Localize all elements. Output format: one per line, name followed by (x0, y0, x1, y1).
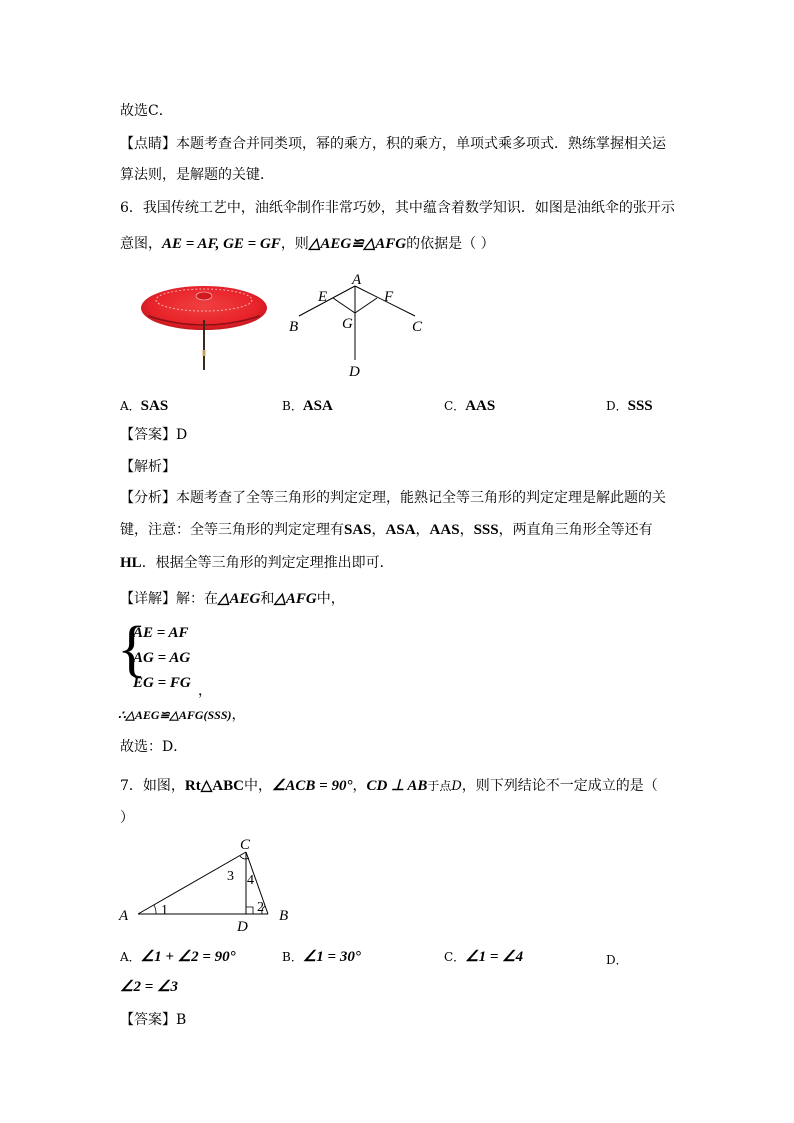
fenxi-aas: AAS (429, 522, 460, 538)
fenxi-text3: ．根据全等三角形的判定定理推出即可． (141, 555, 394, 571)
q6-figure (282, 272, 432, 384)
q6-option-d (606, 396, 653, 416)
fenxi-hl: HL (120, 555, 142, 571)
triangle-afg: △AFG (274, 591, 317, 607)
label-angle-3: 3 (227, 869, 234, 884)
q7-point-d: D (451, 779, 462, 794)
label-E: E (318, 289, 328, 305)
label-F: F (384, 289, 394, 305)
q7-perp: CD ⊥ AB (366, 778, 428, 794)
system-eq1: AE = AF (133, 625, 189, 641)
q7-option-b (282, 947, 361, 967)
q6-stem-line1: 6．我国传统工艺中，油纸伞制作非常巧妙，其中蕴含着数学知识．如图是油纸伞的张开示 (120, 200, 675, 216)
q7-rt-triangle: Rt△ABC (184, 778, 244, 794)
label-C: C (240, 837, 251, 853)
q7-option-b-letter: B． (282, 950, 303, 964)
label-angle-1: 1 (161, 903, 168, 918)
q6-xiangjie-line (120, 589, 345, 609)
q6-option-d-letter: D． (606, 399, 628, 413)
q6-guxuan: 故选：D． (120, 739, 188, 755)
q7-option-c (444, 947, 523, 967)
system-comma: ， (198, 683, 212, 699)
triangle-aeg: △AEG (218, 591, 261, 607)
label-G: G (342, 316, 353, 332)
label-B: B (289, 319, 299, 335)
angle-1-arc (154, 905, 156, 914)
dianjing-paragraph (120, 134, 666, 154)
q6-option-a (120, 396, 168, 416)
xiangjie-text: 解：在 (176, 591, 218, 607)
system-eq2: AG = AG (133, 650, 191, 666)
label-D: D (237, 919, 248, 935)
q6-option-d-value: SSS (627, 398, 653, 414)
q6-stem-line2 (120, 234, 495, 254)
comma: ， (415, 522, 430, 538)
q7-figure (116, 834, 296, 936)
system-eq3: EG = FG (133, 675, 191, 691)
dianjing-tag: 【点睛】 (120, 136, 176, 152)
q7-stem-zhong: 中， (243, 778, 272, 794)
q6-option-c (444, 396, 495, 416)
q7-option-d-value: ∠2 = ∠3 (120, 979, 178, 995)
q6-option-a-letter: A． (120, 399, 141, 413)
q6-jiexi: 【解析】 (120, 459, 176, 475)
system-brace: { (117, 615, 147, 683)
fenxi-asa: ASA (385, 522, 416, 538)
umbrella-handle-band (203, 350, 206, 356)
q7-option-c-value: ∠1 = ∠4 (465, 949, 524, 965)
label-B: B (279, 908, 289, 924)
label-D: D (349, 364, 360, 380)
fenxi-text1: 本题考查了全等三角形的判定定理，能熟记全等三角形的判定定理是解此题的关 (176, 490, 666, 506)
q6-fenxi-line1 (120, 488, 666, 508)
q6-answer: 【答案】D (120, 427, 188, 443)
q6-option-c-value: AAS (465, 398, 496, 414)
q6-option-a-value: SAS (140, 398, 169, 414)
comma: ， (371, 522, 386, 538)
q6-option-b-value: ASA (302, 398, 333, 414)
q6-fenxi-line2 (120, 520, 653, 540)
label-A: A (352, 272, 362, 288)
xiangjie-zhong: 中， (316, 591, 345, 607)
dianjing-text1: 本题考查合并同类项，幂的乘方，积的乘方，单项式乘多项式．熟练掌握相关运 (176, 136, 666, 152)
q6-stem-then: ，则 (280, 236, 309, 252)
q6-condition-math: AE = AF, GE = GF (162, 236, 281, 252)
answer-line-prev: 故选C． (120, 103, 173, 119)
q7-option-c-letter: C． (444, 950, 466, 964)
q7-yudian: 于点 (427, 779, 452, 793)
q7-option-b-value: ∠1 = 30° (302, 949, 361, 965)
q6-conclusion-comma: ， (231, 707, 246, 723)
q7-option-d (606, 950, 628, 970)
q6-option-c-letter: C． (444, 399, 466, 413)
q7-option-a-letter: A． (120, 950, 141, 964)
label-C: C (412, 319, 423, 335)
q6-option-b (282, 396, 333, 416)
q7-option-d-letter: D． (606, 953, 628, 967)
segment-EG (333, 298, 355, 313)
umbrella-image (138, 282, 270, 374)
q6-stem-question: 的依据是（ ） (406, 236, 495, 252)
fenxi-text2b: ，两直角三角形全等还有 (498, 522, 653, 538)
label-angle-4: 4 (247, 873, 254, 888)
q6-congruence-math: △AEG≌△AFG (308, 236, 407, 252)
q7-option-a-value: ∠1 + ∠2 = 90° (140, 949, 236, 965)
q6-option-b-letter: B． (282, 399, 303, 413)
q7-option-a (120, 947, 236, 967)
q7-comma: ， (352, 778, 367, 794)
angle-3-arc (240, 856, 246, 859)
fenxi-text2: 键，注意：全等三角形的判定定理有 (120, 522, 344, 538)
xiangjie-he: 和 (260, 591, 275, 607)
segment-FG (355, 298, 377, 313)
dianjing-text2: 算法则，是解题的关键． (120, 167, 274, 183)
q7-answer: 【答案】B (120, 1012, 187, 1028)
q7-stem-line1 (120, 776, 658, 797)
q7-angle-acb: ∠ACB = 90° (271, 778, 353, 794)
label-angle-2: 2 (257, 900, 264, 915)
fenxi-tag: 【分析】 (120, 490, 176, 506)
fenxi-sss: SSS (473, 522, 499, 538)
q6-stem-text: 意图， (120, 236, 162, 252)
xiangjie-tag: 【详解】 (120, 591, 176, 607)
q6-fenxi-line3 (120, 553, 394, 573)
umbrella-top (196, 292, 212, 300)
q7-stem-text: 7．如图， (120, 778, 185, 794)
fenxi-sas: SAS (344, 522, 372, 538)
q7-stem-question: ，则下列结论不一定成立的是（ (461, 778, 658, 794)
label-A: A (119, 908, 129, 924)
q6-conclusion-line (118, 705, 246, 725)
right-angle-mark (246, 907, 253, 914)
q6-conclusion: ∴△AEG≌△AFG(SSS) (118, 708, 232, 722)
comma: ， (459, 522, 474, 538)
q7-stem-line2: ） (120, 810, 134, 826)
